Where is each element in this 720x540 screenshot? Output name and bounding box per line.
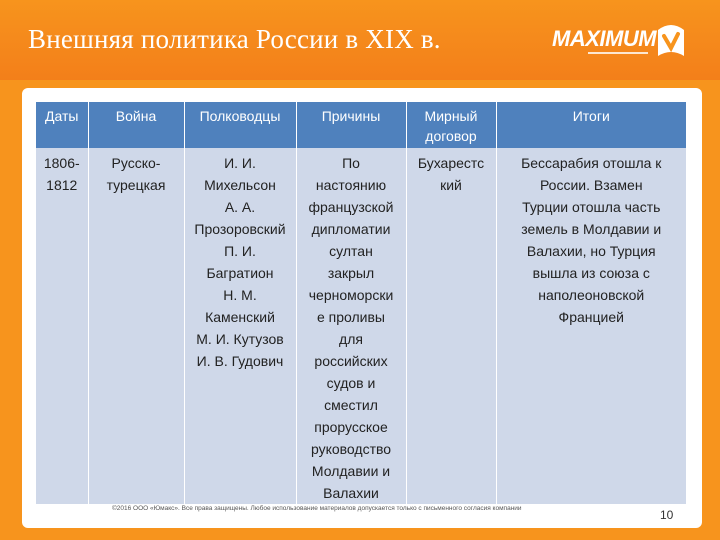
logo-mark-icon (654, 22, 688, 62)
table-header-row (36, 102, 686, 148)
history-table (36, 102, 686, 504)
page-number: 10 (660, 508, 674, 522)
cell-dates: 1806- 1812 (36, 148, 88, 504)
maximum-logo (552, 22, 692, 66)
logo-underline (588, 52, 648, 54)
header-dates: Даты (36, 102, 88, 148)
header-results: Итоги (496, 102, 686, 148)
logo-text: MAXIMUM (552, 26, 657, 51)
cell-war: Русско- турецкая (88, 148, 184, 504)
cell-commanders: И. И. Михельсон А. А. Прозоровский П. И. Багратион Н. М. Каменский М. И. Кутузов И. В. Гудович (184, 148, 296, 504)
cell-results: Бессарабия отошла к России. Взамен Турции отошла часть земель в Молдавии и Валахии, но Турция вышла из союза с наполеоновской Францией (496, 148, 686, 504)
slide-title: Внешняя политика России в XIX в. (28, 24, 441, 54)
header-war: Война (88, 102, 184, 148)
copyright-footer: ©2016 ООО «Юмакс». Все права защищены. Любое использование материалов допускается только с письменного согласия компании (112, 505, 522, 512)
header-reasons: Причины (296, 102, 406, 148)
header-commanders: Полководцы (184, 102, 296, 148)
cell-reasons: По настоянию французской дипломатии султан закрыл черноморски е проливы для российских судов и сместил прорусское руководство Молдавии и Валахии (296, 148, 406, 504)
table-row (36, 148, 686, 504)
cell-treaty: Бухарестс кий (406, 148, 496, 504)
header-treaty: Мирный договор (406, 102, 496, 148)
